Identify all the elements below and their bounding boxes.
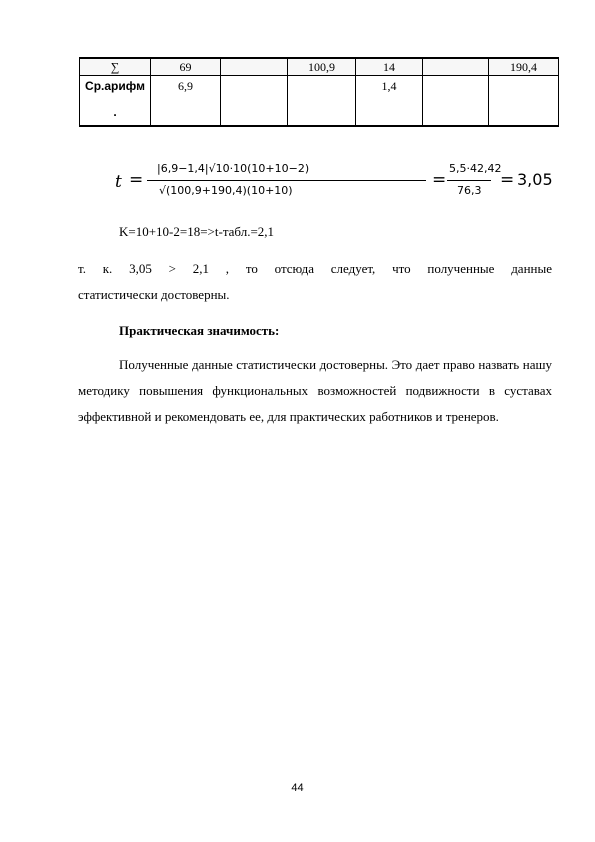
degrees-of-freedom-line: K=10+10-2=18=>t-табл.=2,1 bbox=[119, 224, 275, 239]
mean-row bbox=[80, 76, 559, 127]
formula-equals: = bbox=[129, 170, 144, 190]
conclusion-line: т. к. 3,05 > 2,1 , то отсюда следует, что полученные данные bbox=[78, 261, 552, 276]
formula-equals: = bbox=[432, 170, 447, 190]
table-cell bbox=[423, 58, 489, 76]
table-cell bbox=[489, 76, 559, 127]
mean-label-tail: . bbox=[113, 105, 117, 119]
formula-numerator-1: |6,9−1,4|√10·10(10+10−2) bbox=[157, 162, 310, 175]
formula-numerator-2: 5,5·42,42 bbox=[449, 162, 502, 175]
t-test-formula bbox=[115, 160, 553, 204]
table-cell: 1,4 bbox=[356, 76, 423, 127]
conclusion-line-end: статистически достоверны. bbox=[78, 287, 230, 302]
table-cell bbox=[423, 76, 489, 127]
formula-denominator-2: 76,3 bbox=[457, 184, 482, 197]
table-cell bbox=[221, 76, 288, 127]
section-heading: Практическая значимость: bbox=[119, 323, 280, 338]
fraction-bar bbox=[447, 180, 491, 181]
table-cell bbox=[288, 76, 356, 127]
mean-label: Ср.арифм bbox=[85, 79, 145, 93]
sum-symbol-cell: ∑ bbox=[80, 58, 151, 76]
page-number: 44 bbox=[291, 782, 304, 794]
formula-result: 3,05 bbox=[517, 170, 553, 189]
mean-label-cell bbox=[80, 76, 151, 127]
body-paragraph: Полученные данные статистически достоверны. Это дает право назвать нашу методику повышения функциональных возможностей подвижности в суставах эффективной и рекомендовать ее, для практических работников и тренеров. bbox=[78, 357, 552, 424]
sum-row bbox=[80, 58, 559, 76]
table-cell bbox=[221, 58, 288, 76]
formula-denominator-1: √(100,9+190,4)(10+10) bbox=[159, 184, 293, 197]
fraction-bar bbox=[147, 180, 426, 181]
table-cell: 100,9 bbox=[288, 58, 356, 76]
table-cell: 6,9 bbox=[151, 76, 221, 127]
table-cell: 190,4 bbox=[489, 58, 559, 76]
formula-equals: = bbox=[500, 170, 515, 190]
formula-t: t bbox=[115, 172, 122, 192]
table-cell: 69 bbox=[151, 58, 221, 76]
table-cell: 14 bbox=[356, 58, 423, 76]
statistics-table bbox=[79, 57, 559, 127]
